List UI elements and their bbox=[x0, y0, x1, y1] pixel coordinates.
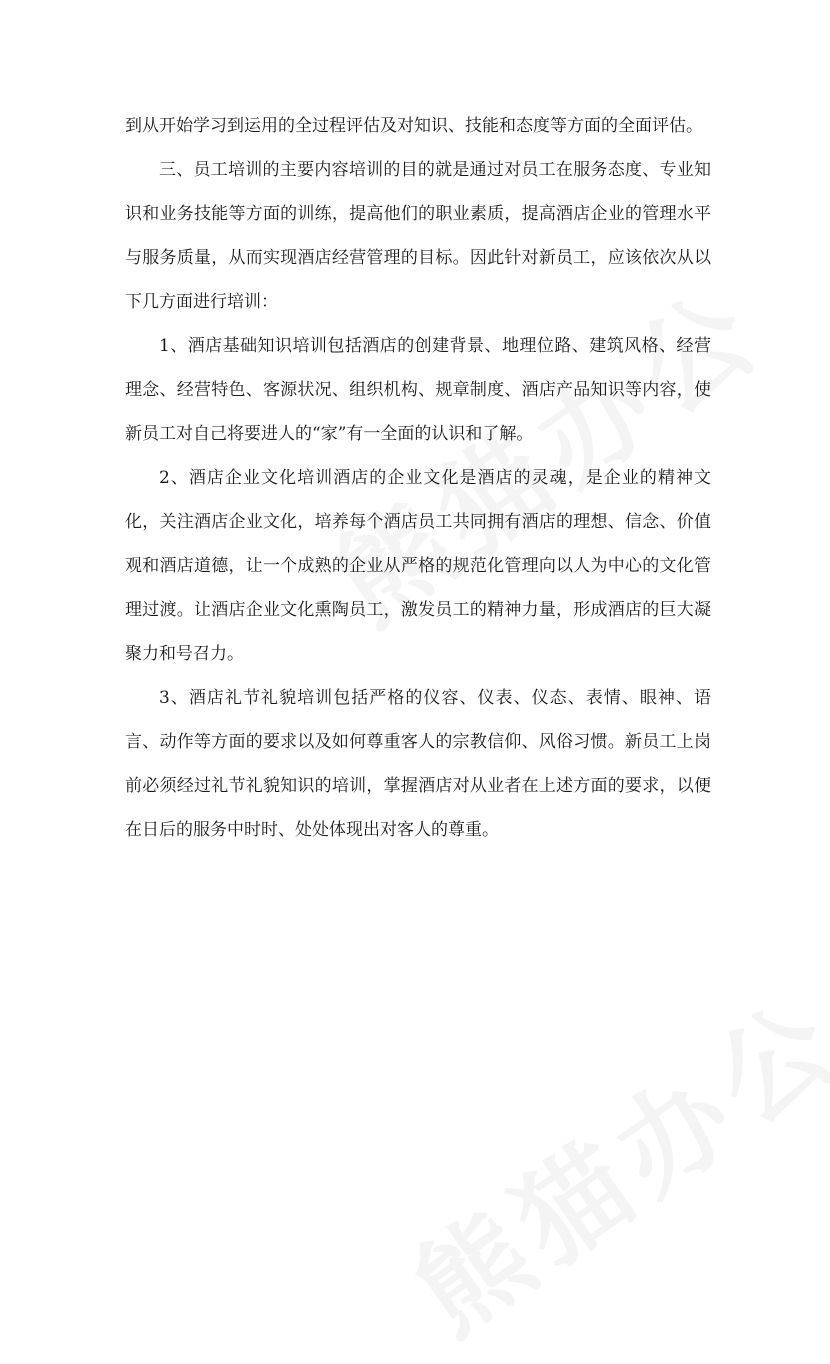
document-body bbox=[125, 104, 711, 852]
paragraph-section-three: 三、员工培训的主要内容培训的目的就是通过对员工在服务态度、专业知识和业务技能等方面的训练，提高他们的职业素质，提高酒店企业的管理水平与服务质量，从而实现酒店经营管理的目标。因此针对新员工，应该依次从以下几方面进行培训： bbox=[125, 160, 711, 312]
paragraph-item-3: 3、酒店礼节礼貌培训包括严格的仪容、仪表、仪态、表情、眼神、语言、动作等方面的要求以及如何尊重客人的宗教信仰、风俗习惯。新员工上岗前必须经过礼节礼貌知识的培训，掌握酒店对从业者在上述方面的要求，以便在日后的服务中时时、处处体现出对客人的尊重。 bbox=[125, 688, 711, 840]
paragraph-item-1: 1、酒店基础知识培训包括酒店的创建背景、地理位路、建筑风格、经营理念、经营特色、客源状况、组织机构、规章制度、酒店产品知识等内容，使新员工对自己将要进人的“家”有一全面的认识和了解。 bbox=[125, 336, 711, 444]
paragraph-item-2: 2、酒店企业文化培训酒店的企业文化是酒店的灵魂，是企业的精神文化，关注酒店企业文化，培养每个酒店员工共同拥有酒店的理想、信念、价值观和酒店道德，让一个成熟的企业从严格的规范化管理向以人为中心的文化管理过渡。让酒店企业文化熏陶员工，激发员工的精神力量，形成酒店的巨大凝聚力和号召力。 bbox=[125, 468, 711, 664]
paragraph-continuation: 到从开始学习到运用的全过程评估及对知识、技能和态度等方面的全面评估。 bbox=[125, 116, 703, 136]
watermark bbox=[379, 954, 830, 1363]
